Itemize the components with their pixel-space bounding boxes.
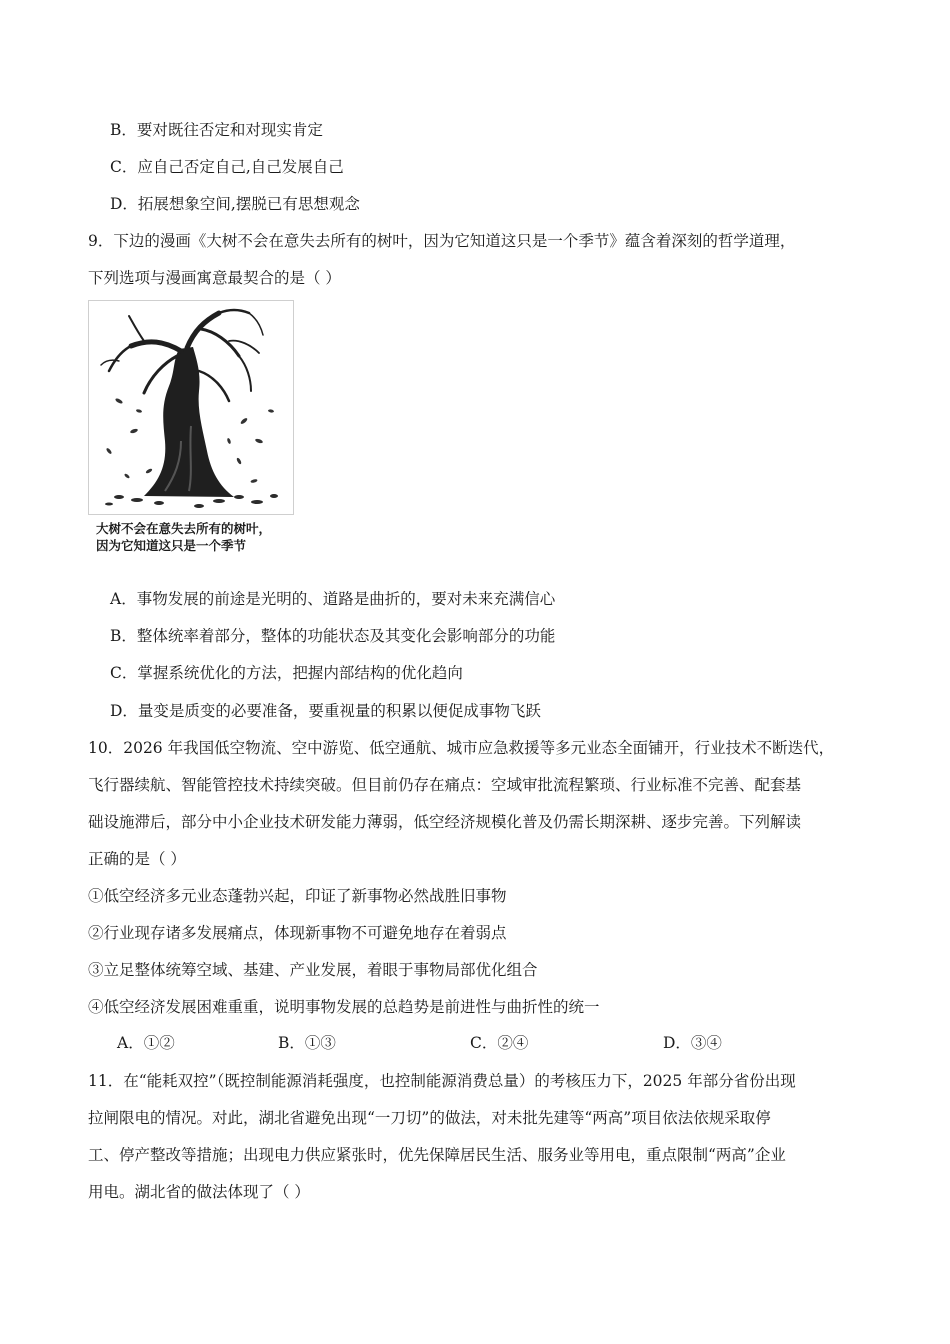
q10-statement-2: ②行业现存诸多发展痛点，体现新事物不可避免地存在着弱点	[88, 924, 507, 942]
q10-stem-line2: 飞行器续航、智能管控技术持续突破。但目前仍存在痛点：空域审批流程繁琐、行业标准不完善、配套基	[88, 776, 802, 794]
q10-statement-3: ③立足整体统筹空域、基建、产业发展，着眼于事物局部优化组合	[88, 961, 538, 979]
q9-option-a: A．事物发展的前途是光明的、道路是曲折的，要对未来充满信心	[110, 590, 556, 608]
tree-illustration	[89, 301, 293, 514]
q9-stem-line1: 9．下边的漫画《大树不会在意失去所有的树叶，因为它知道这只是一个季节》蕴含着深刻的哲学道理，	[88, 232, 796, 250]
q11-stem-line3: 工、停产整改等措施；出现电力供应紧张时，优先保障居民生活、服务业等用电，重点限制“两高”企业	[88, 1146, 786, 1164]
q10-stem-line1: 10．2026 年我国低空物流、空中游览、低空通航、城市应急救援等多元业态全面铺开，行业技术不断迭代，	[88, 739, 835, 757]
q9-option-c: C．掌握系统优化的方法，把握内部结构的优化趋向	[110, 664, 463, 682]
q10-stem-line3: 础设施滞后，部分中小企业技术研发能力薄弱，低空经济规模化普及仍需长期深耕、逐步完善。下列解读	[88, 813, 802, 831]
q10-choice-b: B．①③	[278, 1034, 336, 1052]
q10-statement-4: ④低空经济发展困难重重，说明事物发展的总趋势是前进性与曲折性的统一	[88, 998, 600, 1016]
q10-choice-c: C．②④	[470, 1034, 529, 1052]
cartoon-caption-line1: 大树不会在意失去所有的树叶，	[96, 521, 272, 536]
q8-option-c: C．应自己否定自己,自己发展自己	[110, 158, 344, 176]
q10-choices	[0, 1033, 950, 1055]
tree-cartoon-image	[88, 300, 294, 515]
cartoon-caption	[96, 520, 271, 554]
q10-stem-line4: 正确的是（ ）	[88, 850, 186, 868]
q9-option-b: B．整体统率着部分，整体的功能状态及其变化会影响部分的功能	[110, 627, 556, 645]
q9-option-d: D．量变是质变的必要准备，要重视量的积累以便促成事物飞跃	[110, 702, 541, 720]
q11-stem-line2: 拉闸限电的情况。对此，湖北省避免出现“一刀切”的做法，对未批先建等“两高”项目依法依规采取停	[88, 1109, 771, 1127]
q11-stem-line1: 11．在“能耗双控”（既控制能源消耗强度，也控制能源消费总量）的考核压力下，2025 年部分省份出现	[88, 1072, 796, 1090]
q9-stem-line2: 下列选项与漫画寓意最契合的是（ ）	[88, 269, 341, 287]
q8-option-b: B．要对既往否定和对现实肯定	[110, 121, 323, 139]
q10-statement-1: ①低空经济多元业态蓬勃兴起，印证了新事物必然战胜旧事物	[88, 887, 507, 905]
cartoon-caption-line2: 因为它知道这只是一个季节	[96, 538, 247, 553]
q8-option-d: D．拓展想象空间,摆脱已有思想观念	[110, 195, 360, 213]
q10-choice-d: D．③④	[663, 1034, 722, 1052]
q11-stem-line4: 用电。湖北省的做法体现了（ ）	[88, 1183, 310, 1201]
q10-choice-a: A．①②	[117, 1034, 175, 1052]
